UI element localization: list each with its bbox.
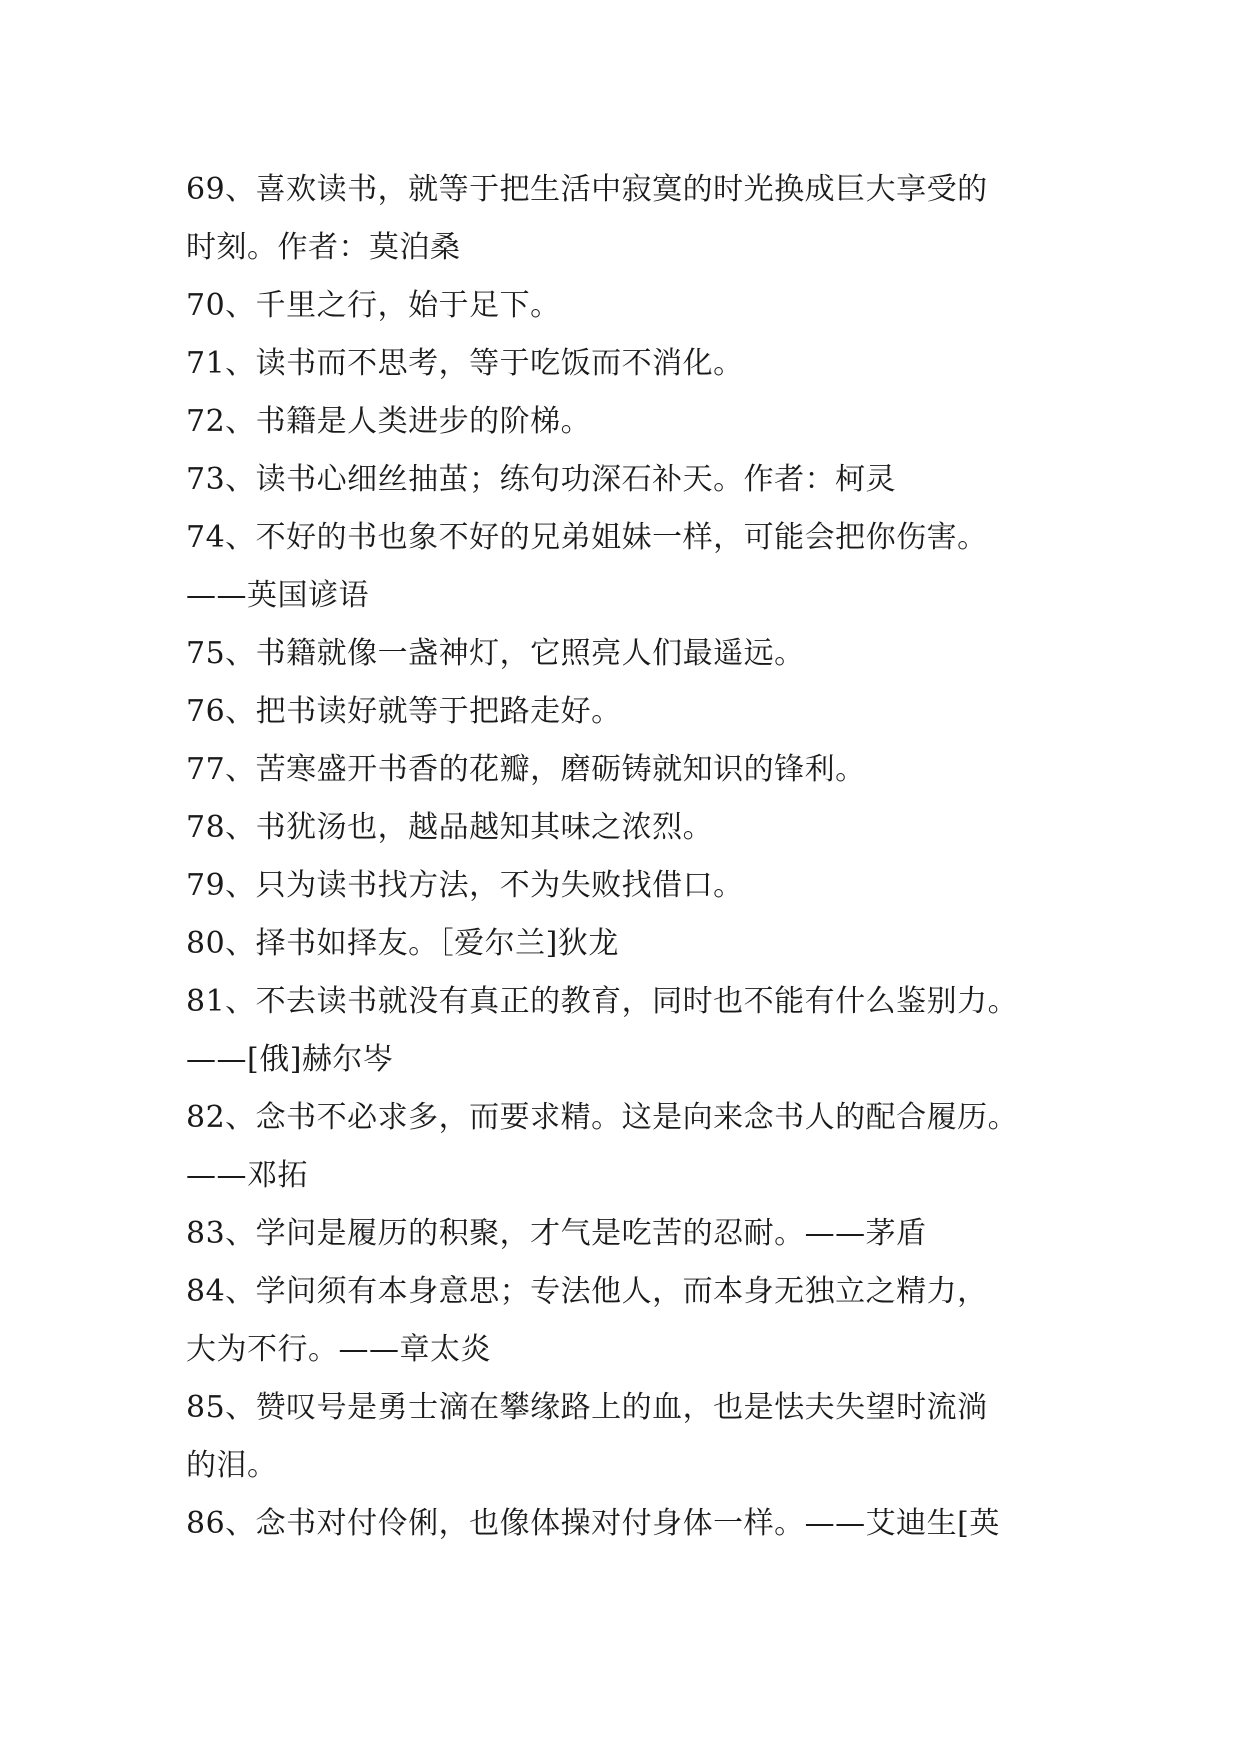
text-line: 74、不好的书也象不好的兄弟姐妹一样，可能会把你伤害。: [186, 520, 988, 555]
text-line: 86、念书对付伶俐，也像体操对付身体一样。——艾迪生[英: [186, 1506, 1000, 1541]
quote-list: [186, 161, 1066, 1553]
text-line: 73、读书心细丝抽茧；练句功深石补天。作者：柯灵: [186, 462, 897, 497]
text-line: 时刻。作者：莫泊桑: [186, 230, 461, 265]
text-line: 71、读书而不思考，等于吃饭而不消化。: [186, 346, 744, 381]
text-line: 76、把书读好就等于把路走好。: [186, 694, 622, 729]
text-line: 84、学问须有本身意思；专法他人，而本身无独立之精力，: [186, 1274, 988, 1309]
text-line: 70、千里之行，始于足下。: [186, 288, 561, 323]
text-line: 80、择书如择友。［爱尔兰]狄龙: [186, 926, 619, 961]
text-line: 79、只为读书找方法，不为失败找借口。: [186, 868, 744, 903]
text-line: 75、书籍就像一盏神灯，它照亮人们最遥远。: [186, 636, 805, 671]
text-line: 82、念书不必求多，而要求精。这是向来念书人的配合履历。: [186, 1100, 1019, 1135]
text-line: ——邓拓: [186, 1158, 308, 1193]
text-line: 的泪。: [186, 1448, 278, 1483]
text-line: 81、不去读书就没有真正的教育，同时也不能有什么鉴别力。: [186, 984, 1019, 1019]
text-line: 69、喜欢读书，就等于把生活中寂寞的时光换成巨大享受的: [186, 172, 988, 207]
text-line: 85、赞叹号是勇士滴在攀缘路上的血，也是怯夫失望时流淌: [186, 1390, 988, 1425]
text-line: ——[俄]赫尔岑: [186, 1042, 394, 1077]
text-line: 72、书籍是人类进步的阶梯。: [186, 404, 592, 439]
text-line: 77、苦寒盛开书香的花瓣，磨砺铸就知识的锋利。: [186, 752, 866, 787]
text-line: 83、学问是履历的积聚，才气是吃苦的忍耐。——茅盾: [186, 1216, 927, 1251]
text-line: ——英国谚语: [186, 578, 369, 613]
text-line: 78、书犹汤也，越品越知其味之浓烈。: [186, 810, 714, 845]
text-line: 大为不行。——章太炎: [186, 1332, 491, 1367]
